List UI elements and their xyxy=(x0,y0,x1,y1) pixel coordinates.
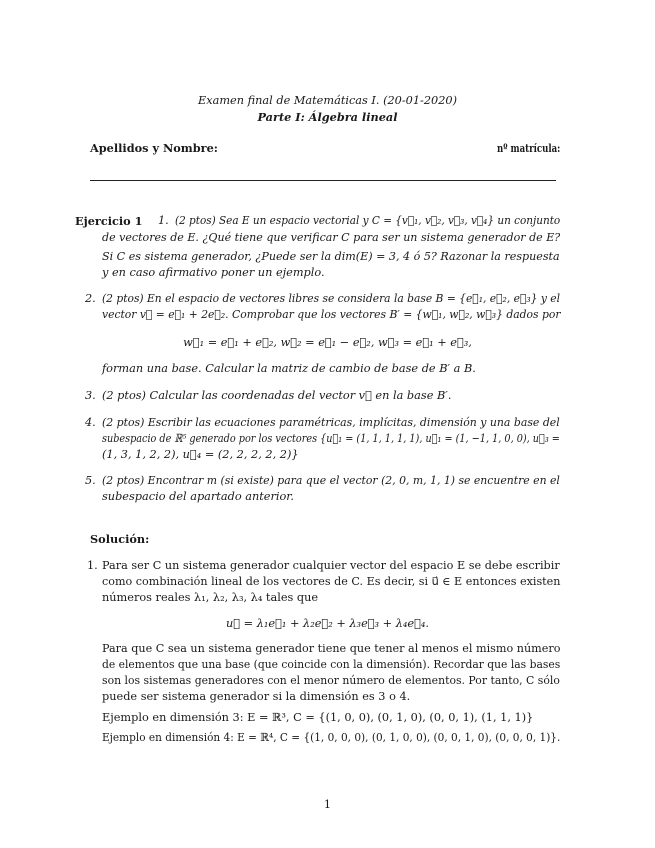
solution-example-dim3: Ejemplo en dimensión 3: E = ℝ³, C = {(1, 0, 0), (0, 1, 0), (0, 0, 1), (1, 1, 1)} xyxy=(102,711,534,724)
item-3-line: (2 ptos) Calcular las coordenadas del vector v⃗ en la base B′. xyxy=(102,389,452,402)
item-2-line: forman una base. Calcular la matriz de cambio de base de B′ a B. xyxy=(102,362,476,375)
item-4-number: 4. xyxy=(85,416,96,429)
exam-title: Examen final de Matemáticas I. (20-01-2020) xyxy=(197,94,458,107)
solution-line: Para que C sea un sistema generador tiene que tener al menos el mismo número xyxy=(102,642,561,655)
item-1-number: 1. xyxy=(158,214,169,227)
item-1-line: (2 ptos) Sea E un espacio vectorial y C = {v⃗₁, v⃗₂, v⃗₃, v⃗₄} un conjunto xyxy=(175,214,561,227)
item-4-line: (1, 3, 1, 2, 2), u⃗₄ = (2, 2, 2, 2, 2)} xyxy=(102,448,299,461)
solution-heading: Solución: xyxy=(90,532,150,546)
item-4-line: (2 ptos) Escribir las ecuaciones paramétricas, implícitas, dimensión y una base del xyxy=(102,416,560,429)
page-number: 1 xyxy=(323,798,332,811)
exercise-label: Ejercicio 1 xyxy=(75,214,143,228)
item-3-number: 3. xyxy=(85,389,96,402)
item-2-number: 2. xyxy=(85,292,96,305)
solution-line: de elementos que una base (que coincide con la dimensión). Recordar que las bases xyxy=(102,658,561,671)
exam-subtitle: Parte I: Álgebra lineal xyxy=(257,110,398,124)
item-2-line: vector v⃗ = e⃗₁ + 2e⃗₂. Comprobar que los vectores B′ = {w⃗₁, w⃗₂, w⃗₃} dados por xyxy=(102,308,561,321)
item-4-line: subespacio de ℝ⁵ generado por los vectores {u⃗₁ = (1, 1, 1, 1, 1), u⃗₁ = (1, −1, 1, 0, 0), u⃗₃ = xyxy=(102,432,560,445)
solution-line: puede ser sistema generador si la dimensión es 3 o 4. xyxy=(102,690,411,703)
solution-line: números reales λ₁, λ₂, λ₃, λ₄ tales que xyxy=(102,591,319,604)
item-5-line: (2 ptos) Encontrar m (si existe) para que el vector (2, 0, m, 1, 1) se encuentre en el xyxy=(102,474,560,487)
item-2-line: (2 ptos) En el espacio de vectores libres se considera la base B = {e⃗₁, e⃗₂, e⃗₃} y el xyxy=(102,292,561,305)
solution-line: son los sistemas generadores con el menor número de elementos. Por tanto, C sólo xyxy=(102,674,560,687)
item-5-number: 5. xyxy=(85,474,96,487)
item-1-line: de vectores de E. ¿Qué tiene que verificar C para ser un sistema generador de E? xyxy=(102,231,561,244)
item-5-line: subespacio del apartado anterior. xyxy=(102,490,295,503)
matricula-label: nº matrícula: xyxy=(497,141,561,155)
solution-example-dim4: Ejemplo en dimensión 4: E = ℝ⁴, C = {(1, 0, 0, 0), (0, 1, 0, 0), (0, 0, 1, 0), (0, 0, 0, 1)}. xyxy=(102,731,561,744)
solution-number: 1. xyxy=(87,559,98,572)
item-1-line: y en caso afirmativo poner un ejemplo. xyxy=(102,266,325,279)
name-label: Apellidos y Nombre: xyxy=(90,141,218,155)
item-2-equation: w⃗₁ = e⃗₁ + e⃗₂, w⃗₂ = e⃗₁ − e⃗₂, w⃗₃ = e⃗₁ + e⃗₃, xyxy=(183,336,472,349)
item-1-line: Si C es sistema generador, ¿Puede ser la dim(E) = 3, 4 ó 5? Razonar la respuesta xyxy=(102,250,560,263)
solution-line: Para ser C un sistema generador cualquier vector del espacio E se debe escribir xyxy=(102,559,560,572)
name-underline xyxy=(90,180,556,181)
solution-equation: u⃗ = λ₁e⃗₁ + λ₂e⃗₂ + λ₃e⃗₃ + λ₄e⃗₄. xyxy=(226,617,429,630)
solution-line: como combinación lineal de los vectores de C. Es decir, si u⃗ ∈ E entonces existen xyxy=(102,575,561,588)
